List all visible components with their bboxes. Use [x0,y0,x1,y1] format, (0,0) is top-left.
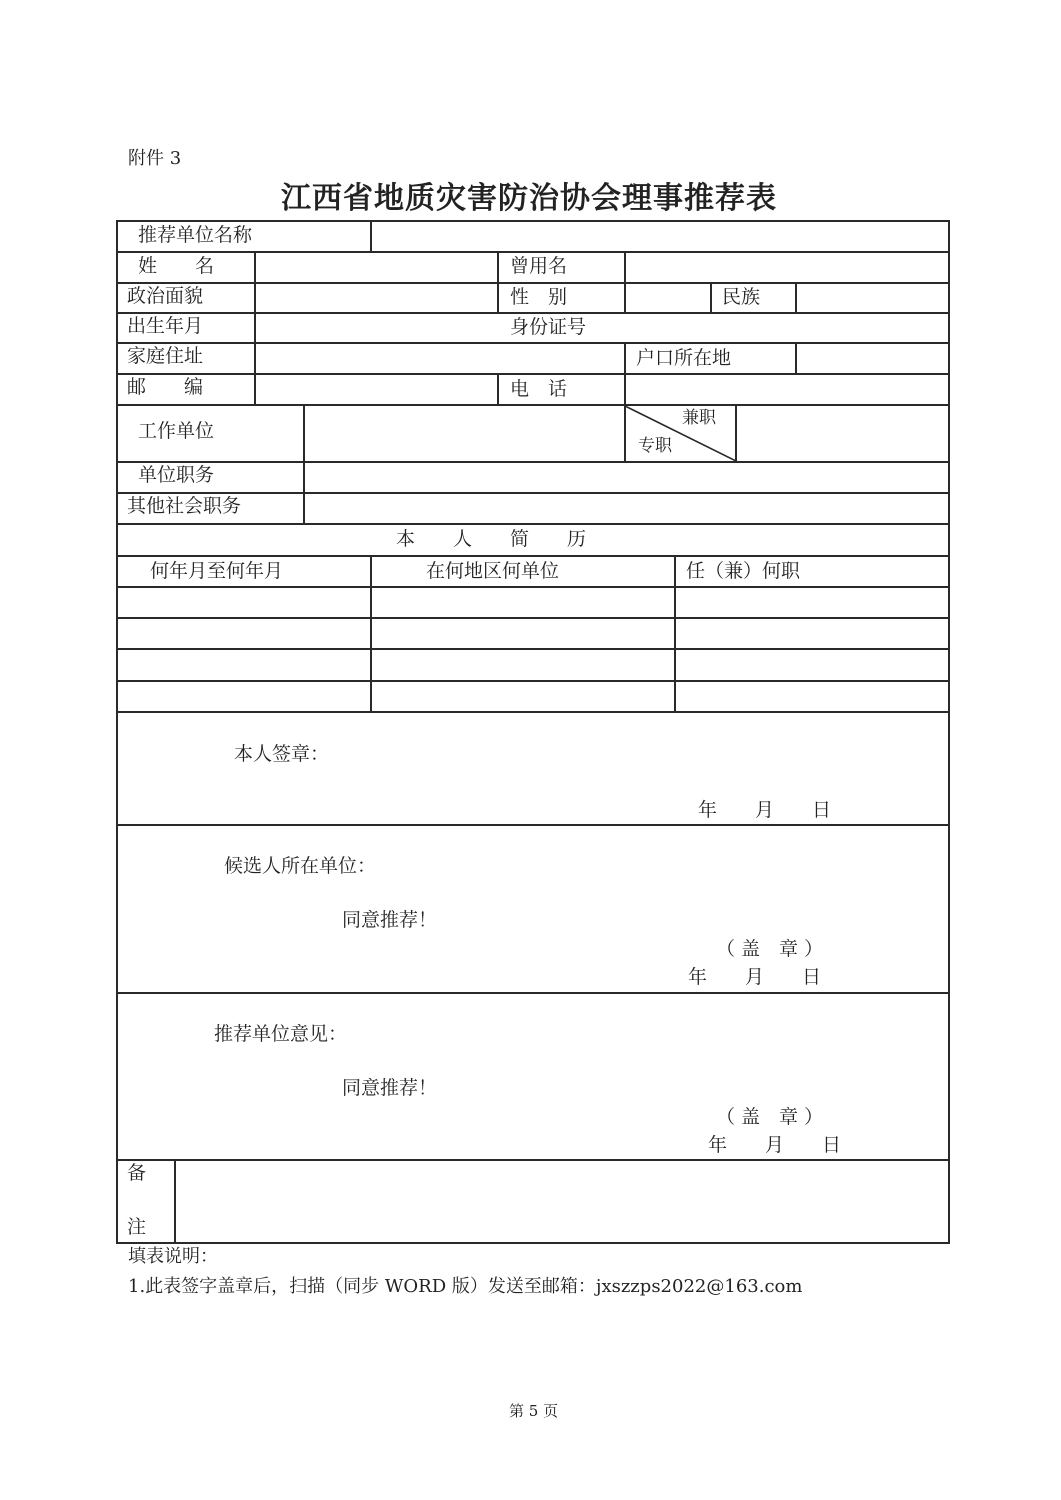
resume-col-period: 何年月至何年月 [150,560,284,582]
row-divider [116,373,950,375]
remarks-label-2: 注 [127,1216,147,1238]
col-divider [370,220,372,252]
label-full-time: 专职 [638,436,672,456]
label-hukou-location: 户口所在地 [636,347,732,369]
label-postal-code: 邮 编 [127,376,204,398]
row-divider [116,586,950,588]
resume-section-title: 本 人 简 历 [396,528,587,550]
col-divider [624,342,626,373]
row-divider [116,617,950,619]
label-unit-position: 单位职务 [138,464,215,486]
remarks-label-1: 备 [127,1162,147,1184]
row-divider [116,555,950,557]
row-divider [116,251,950,253]
row-divider [116,492,950,494]
row-divider [116,992,950,994]
col-divider [710,282,712,313]
candidate-unit-seal: （ 盖 章 ） [716,938,824,960]
attachment-label: 附件 3 [128,148,182,169]
col-divider [674,555,676,712]
candidate-unit-date: 年 月 日 [688,966,822,988]
label-other-social-positions: 其他社会职务 [127,495,242,517]
label-phone: 电 话 [510,378,568,400]
label-part-time: 兼职 [682,408,716,428]
form-title: 江西省地质灾害防治协会理事推荐表 [281,181,777,216]
col-divider [303,404,305,524]
col-divider [795,282,797,313]
label-name: 姓 名 [138,255,215,277]
row-divider [116,648,950,650]
self-signature-label: 本人签章： [234,743,330,765]
col-divider [624,373,626,405]
label-ethnicity: 民族 [722,286,761,308]
label-political-status: 政治面貌 [127,285,204,307]
row-divider [116,461,950,463]
candidate-unit-opinion: 同意推荐！ [342,909,438,931]
resume-col-unit: 在何地区何单位 [426,560,560,582]
candidate-unit-label: 候选人所在单位： [224,855,377,877]
page-number: 第 5 页 [509,1402,559,1420]
row-divider [116,282,950,284]
label-id-number: 身份证号 [510,316,587,338]
label-birth-date: 出生年月 [127,315,204,337]
label-former-name: 曾用名 [510,255,568,277]
resume-col-position: 任（兼）何职 [686,560,801,582]
label-work-unit: 工作单位 [138,420,215,442]
row-divider [116,312,950,314]
row-divider [116,711,950,713]
instructions-item-1: 1.此表签字盖章后，扫描（同步 WORD 版）发送至邮箱：jxszzps2022@163.com [128,1276,803,1297]
recommending-unit-date: 年 月 日 [708,1134,842,1156]
recommending-unit-opinion: 同意推荐！ [342,1077,438,1099]
col-divider [624,252,626,313]
col-divider [370,555,372,712]
row-divider [116,824,950,826]
instructions-heading: 填表说明： [128,1246,218,1267]
row-divider [116,523,950,525]
col-divider [497,252,499,313]
row-divider [116,1159,950,1161]
row-divider [116,404,950,406]
row-divider [116,342,950,344]
col-divider [497,373,499,405]
row-divider [116,680,950,682]
recommending-unit-label: 推荐单位意见： [214,1023,348,1045]
label-home-address: 家庭住址 [127,345,204,367]
col-divider [174,1159,176,1244]
label-gender: 性 别 [510,286,568,308]
col-divider [254,252,256,405]
label-recommending-unit-name: 推荐单位名称 [138,224,253,246]
self-signature-date: 年 月 日 [698,799,832,821]
col-divider [795,342,797,373]
recommending-unit-seal: （ 盖 章 ） [716,1106,824,1128]
